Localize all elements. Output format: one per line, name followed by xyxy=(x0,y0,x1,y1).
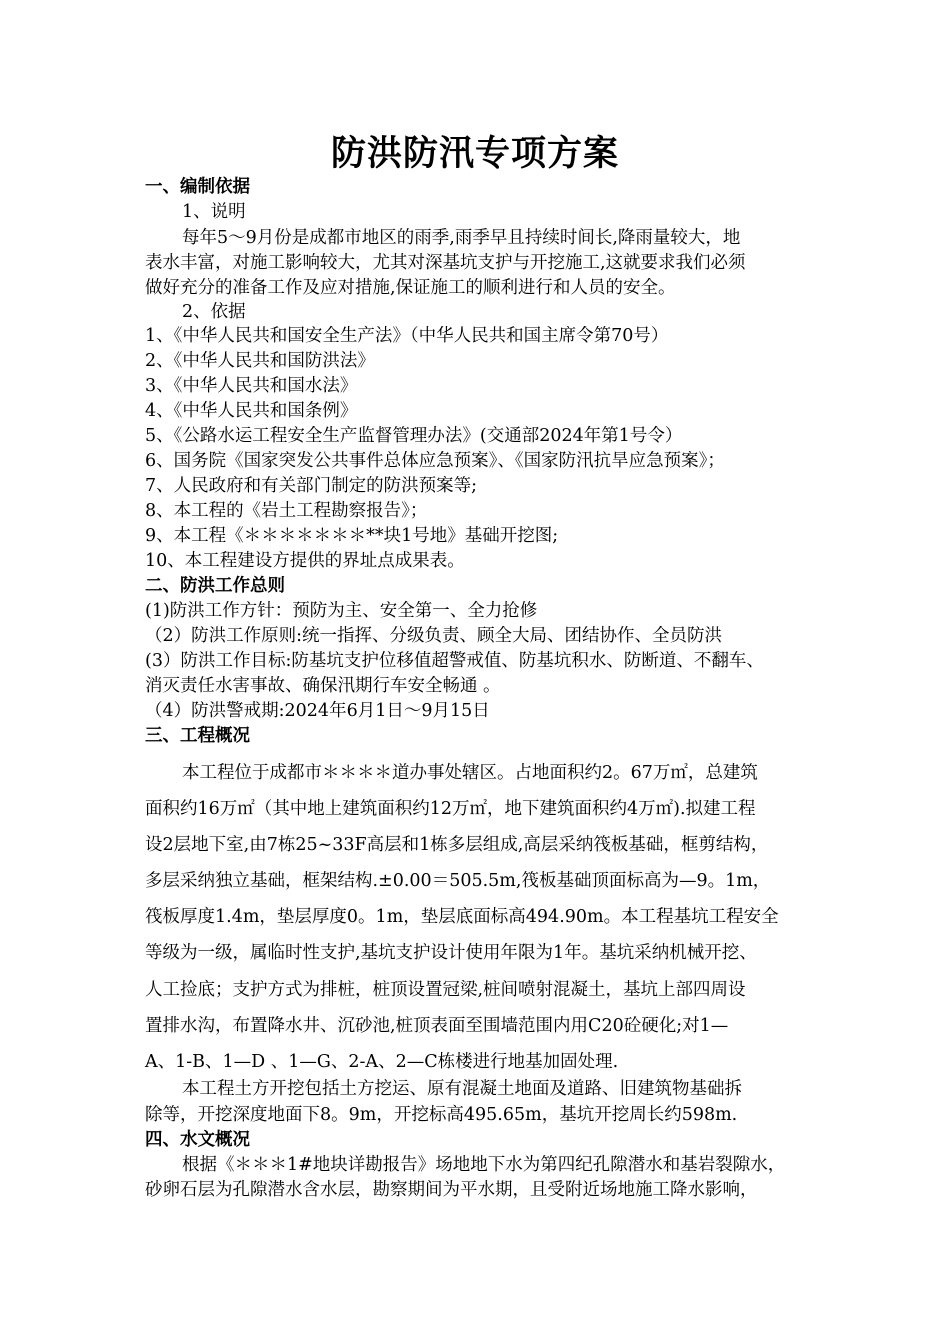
paragraph-line: 设2层地下室,由7栋25~33F高层和1栋多层组成,高层采纳筏板基础，框剪结构， xyxy=(145,835,769,855)
principle-item: (3）防洪工作目标:防基坑支护位移值超警戒值、防基坑积水、防断道、不翻车、 xyxy=(145,651,764,671)
paragraph-line: 等级为一级，属临时性支护,基坑支护设计使用年限为1年。基坑采纳机械开挖、 xyxy=(145,943,757,963)
list-item: 1、《中华人民共和国安全生产法》（中华人民共和国主席令第70号） xyxy=(145,326,669,346)
list-item: 8、本工程的《岩土工程勘察报告》； xyxy=(145,501,428,521)
paragraph-line: 人工捡底；支护方式为排桩，桩顶设置冠梁,桩间喷射混凝土，基坑上部四周设 xyxy=(145,980,746,1000)
paragraph-line: 置排水沟，布置降水井、沉砂池,桩顶表面至围墙范围内用C20砼硬化;对1— xyxy=(145,1016,729,1036)
paragraph-line: 表水丰富，对施工影响较大，尤其对深基坑支护与开挖施工,这就要求我们必须 xyxy=(145,253,746,273)
section-heading-3: 三、工程概况 xyxy=(145,726,250,746)
paragraph-line: 面积约16万㎡（其中地上建筑面积约12万㎡，地下建筑面积约4万㎡).拟建工程 xyxy=(145,799,756,819)
principle-item: (1)防洪工作方针：预防为主、安全第一、全力抢修 xyxy=(145,601,538,621)
section-heading-1: 一、编制依据 xyxy=(145,177,250,197)
list-item: 3、《中华人民共和国水法》 xyxy=(145,376,358,396)
paragraph-line: 做好充分的准备工作及应对措施,保证施工的顺利进行和人员的安全。 xyxy=(145,278,676,298)
list-item: 6、国务院《国家突发公共事件总体应急预案》、《国家防汛抗旱应急预案》； xyxy=(145,451,725,471)
section-heading-4: 四、水文概况 xyxy=(145,1130,250,1150)
paragraph-line: 根据《＊＊＊1#地块详勘报告》场地地下水为第四纪孔隙潜水和基岩裂隙水， xyxy=(182,1155,786,1175)
list-item: 10、本工程建设方提供的界址点成果表。 xyxy=(145,551,465,571)
paragraph-line: 每年5～9月份是成都市地区的雨季,雨季早且持续时间长,降雨量较大，地 xyxy=(182,228,741,248)
paragraph-line: 本工程位于成都市＊＊＊＊道办事处辖区。占地面积约2。67万㎡，总建筑 xyxy=(182,763,758,783)
list-item: 5、《公路水运工程安全生产监督管理办法》(交通部2024年第1号令） xyxy=(145,426,683,446)
list-item: 4、《中华人民共和国条例》 xyxy=(145,401,358,421)
paragraph-line: 筏板厚度1.4m，垫层厚度0。1m，垫层底面标高494.90m。本工程基坑工程安全 xyxy=(145,907,779,927)
principle-item: （4）防洪警戒期:2024年6月1日～9月15日 xyxy=(145,701,490,721)
paragraph-line: 本工程土方开挖包括土方挖运、原有混凝土地面及道路、旧建筑物基础拆 xyxy=(182,1079,742,1099)
page-title: 防洪防汛专项方案 xyxy=(330,133,619,174)
subheading-basis: 2、依据 xyxy=(182,302,246,322)
list-item: 2、《中华人民共和国防洪法》 xyxy=(145,351,375,371)
paragraph-line: 除等，开挖深度地面下8。9m，开挖标高495.65m，基坑开挖周长约598m. xyxy=(145,1105,738,1125)
list-item: 7、人民政府和有关部门制定的防洪预案等; xyxy=(145,476,478,496)
paragraph-line: 多层采纳独立基础，框架结构.±0.00＝505.5m,筏板基础顶面标高为—9。1m， xyxy=(145,871,771,891)
subheading-explanation: 1、说明 xyxy=(182,202,246,222)
principle-item: 消灭责任水害事故、确保汛期行车安全畅通 。 xyxy=(145,676,501,696)
list-item: 9、本工程《＊＊＊＊＊＊＊**块1号地》基础开挖图; xyxy=(145,526,559,546)
section-heading-2: 二、防洪工作总则 xyxy=(145,576,285,596)
principle-item: （2）防洪工作原则:统一指挥、分级负责、顾全大局、团结协作、全员防洪 xyxy=(145,626,723,646)
paragraph-line: A、1-B、1—D 、1—G、2-A、2—C栋楼进行地基加固处理. xyxy=(145,1052,619,1072)
paragraph-line: 砂卵石层为孔隙潜水含水层，勘察期间为平水期，且受附近场地施工降水影响， xyxy=(145,1180,758,1200)
